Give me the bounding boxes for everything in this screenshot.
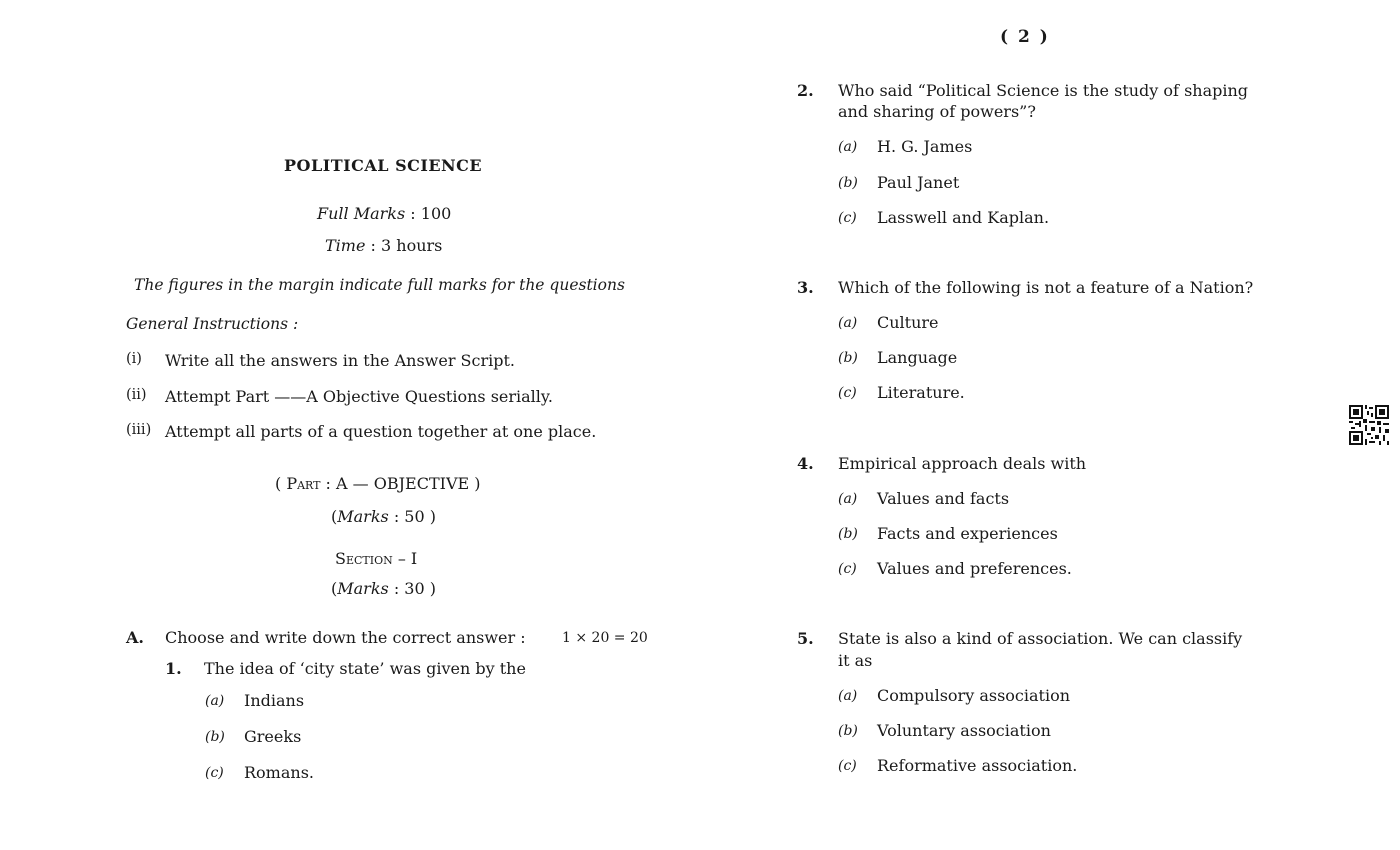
option-label: (c)	[838, 758, 857, 774]
question-text-line2: and sharing of powers”?	[838, 102, 1036, 121]
option-label: (a)	[838, 688, 858, 704]
page-number: ( 2 )	[1000, 27, 1050, 47]
option-label: (b)	[838, 350, 858, 366]
full-marks-label: Full Marks	[317, 204, 406, 223]
question-text: Empirical approach deals with	[838, 454, 1087, 473]
part-marks: (Marks : 50 )	[331, 507, 436, 526]
question-number: 2.	[797, 81, 814, 100]
section-heading: Section – I	[335, 549, 418, 568]
option-label: (b)	[838, 723, 858, 739]
option-label: (b)	[205, 729, 225, 745]
option-label: (b)	[838, 526, 858, 542]
option-label: (b)	[838, 175, 858, 191]
instruction-text: Write all the answers in the Answer Script.	[165, 351, 515, 370]
question-a-marks: 1 × 20 = 20	[562, 630, 648, 646]
question-text: The idea of ‘city state’ was given by the	[204, 659, 526, 678]
option-text: Literature.	[877, 383, 965, 402]
option-text: H. G. James	[877, 137, 973, 156]
time	[325, 236, 442, 255]
exam-title: POLITICAL SCIENCE	[284, 156, 483, 175]
option-label: (c)	[838, 561, 857, 577]
full-marks-value: : 100	[410, 204, 452, 223]
qr-code-icon	[1349, 405, 1389, 445]
option-text: Lasswell and Kaplan.	[877, 208, 1050, 227]
section-marks: (Marks : 30 )	[331, 579, 436, 598]
option-text: Romans.	[244, 763, 314, 782]
part-heading: ( Part : A — OBJECTIVE )	[275, 474, 481, 493]
option-label: (c)	[205, 765, 224, 781]
question-number: 5.	[797, 629, 814, 648]
instruction-num: (ii)	[126, 387, 147, 403]
option-text: Culture	[877, 313, 939, 332]
option-text: Voluntary association	[877, 721, 1051, 740]
option-label: (a)	[838, 315, 858, 331]
option-text: Values and preferences.	[877, 559, 1072, 578]
option-text: Paul Janet	[877, 173, 960, 192]
option-text: Reformative association.	[877, 756, 1078, 775]
time-value: : 3 hours	[370, 236, 443, 255]
question-number: 1.	[165, 659, 182, 678]
instructions-heading: General Instructions :	[126, 315, 299, 333]
margin-note: The figures in the margin indicate full marks for the questions	[134, 276, 625, 294]
instruction-text: Attempt Part ——A Objective Questions serially.	[165, 387, 553, 406]
option-text: Greeks	[244, 727, 302, 746]
option-text: Indians	[244, 691, 305, 710]
question-a-label: A.	[126, 628, 144, 647]
question-text-line1: Who said “Political Science is the study of shaping	[838, 81, 1249, 100]
question-number: 3.	[797, 278, 814, 297]
option-label: (a)	[205, 693, 225, 709]
full-marks	[317, 204, 451, 223]
section-word: Section	[335, 549, 393, 568]
option-text: Values and facts	[877, 489, 1010, 508]
instruction-num: (i)	[126, 351, 142, 367]
instruction-text: Attempt all parts of a question together at one place.	[165, 422, 597, 441]
question-a-text: Choose and write down the correct answer :	[165, 628, 526, 647]
option-label: (c)	[838, 385, 857, 401]
option-label: (c)	[838, 210, 857, 226]
option-label: (a)	[838, 139, 858, 155]
time-label: Time	[325, 236, 366, 255]
option-text: Compulsory association	[877, 686, 1071, 705]
option-text: Language	[877, 348, 958, 367]
question-text-line1: State is also a kind of association. We can classify	[838, 629, 1243, 648]
option-label: (a)	[838, 491, 858, 507]
question-number: 4.	[797, 454, 814, 473]
option-text: Facts and experiences	[877, 524, 1058, 543]
part-word: Part	[286, 474, 321, 493]
instruction-num: (iii)	[126, 422, 152, 438]
question-text-line2: it as	[838, 651, 873, 670]
question-text: Which of the following is not a feature of a Nation?	[838, 278, 1254, 297]
